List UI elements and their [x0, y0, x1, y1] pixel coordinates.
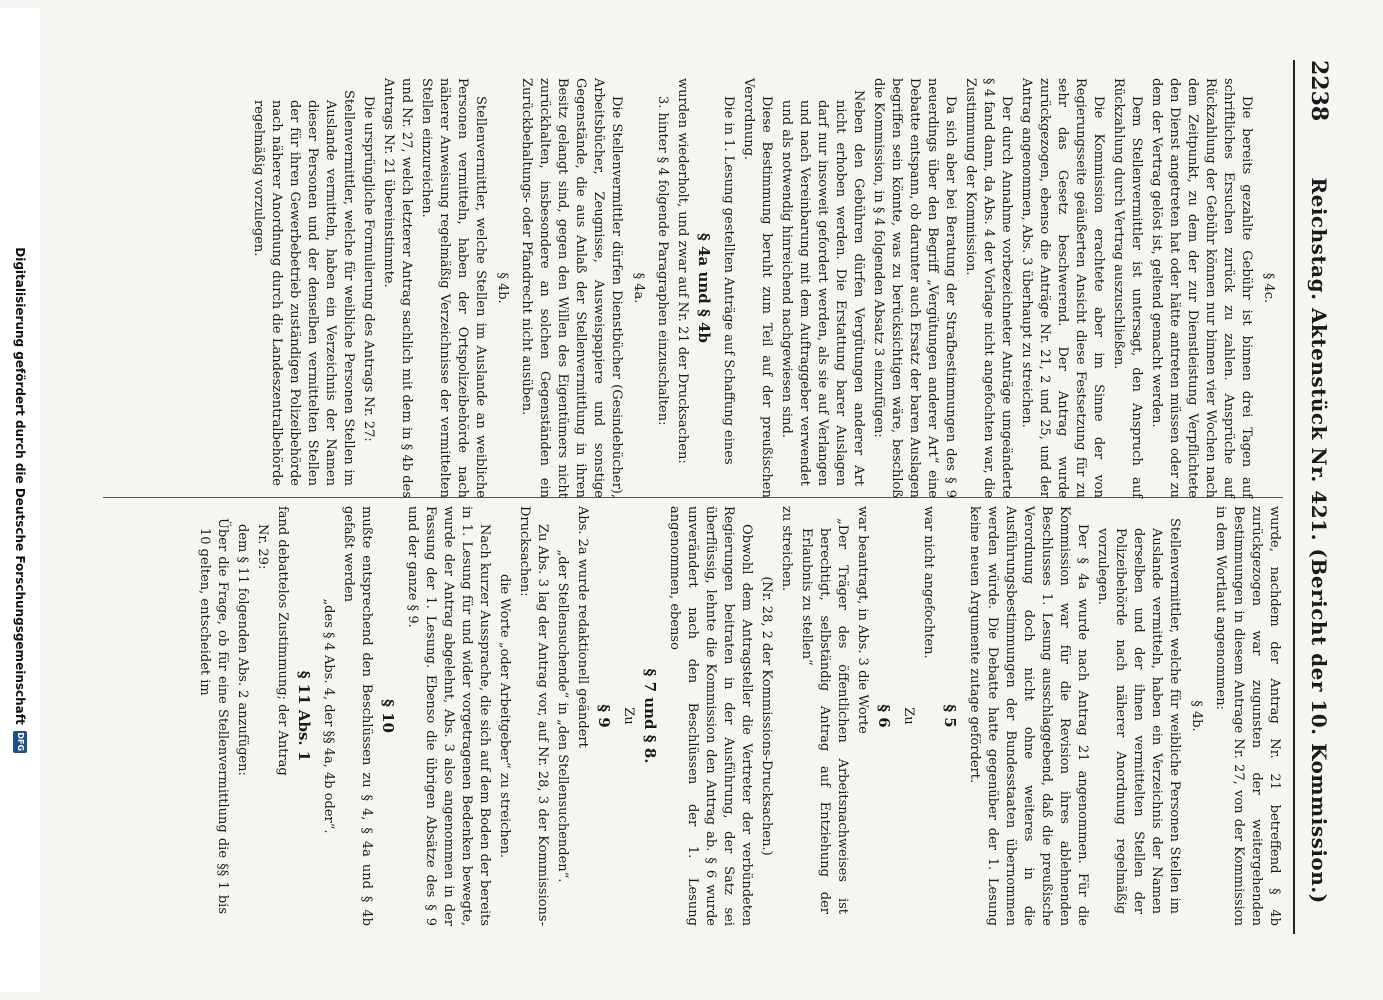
section-heading: § 4c.: [1261, 272, 1276, 304]
paragraph: Die bereits gezahlte Gebühr ist binnen drei Tagen auf schriftliches Ersuchen zurück zu zahlen. Ansprüche auf Rückzahlung der Gebühr können nur binnen vier Wochen nach dem Zeitpunkt, zu dem der zur Dienstleistung Verpflichtete den Dienst angetreten hat oder hätte antreten müssen oder zu dem der Vertrag gelöst ist, geltend gemacht werden.: [1149, 78, 1254, 498]
paragraph: Da sich aber bei Beratung der Strafbestimmungen des § 9 neuerdings über den Begriff „Vergütungen anderer Art“ eine Debatte entspann, ob darunter auch Ersatz der baren Auslagen begriffen sein könnte, was zu berücksichtigen wäre, beschloß die Kommission, in § 4 folgenden Absatz 3 einzufügen:: [871, 78, 958, 498]
section-heading: § 4a.: [631, 272, 646, 304]
section-heading: § 7 und § 8.: [641, 668, 659, 764]
quoted-provision: Über die Frage, ob für eine Stellenvermittlung die §§ 1 bis 10 gelten, entscheidet im: [197, 518, 230, 914]
paragraph: Stellenvermittler, welche Stellen im Auslande an weibliche Personen vermitteln, haben der Ortspolizeibehörde nach näherer Anweisung regelmäßig Verzeichnisse der vermittelten Stellen einzureichen.: [419, 78, 488, 498]
paragraph: Nr. 29:: [255, 524, 270, 570]
paragraph: Zu Abs. 3 lag der Antrag vor, auf Nr. 28, 3 der Kommissions-Drucksachen:: [517, 506, 550, 926]
paragraph: (Nr. 28, 2 der Kommissions-Drucksachen.): [759, 576, 774, 856]
paragraph: Die ursprüngliche Formulierung des Antrags Nr. 27:: [361, 96, 376, 442]
paragraph: Obwohl dem Antragsteller die Vertreter der verbündeten Regierungen beitraten in der Ausführung, der Satz sei überflüssig, lehnte die Kommission den Antrag ab. § 6 wurde unverändert nach den Beschlüssen der 1. Lesung angenommen, ebenso: [667, 506, 754, 926]
paragraph: Die Stellenvermittler dürfen Dienstbücher (Gesindebücher), Arbeitsbücher, Zeugnisse, Ausweispapiere und sonstige Gegenstände, die aus Anlaß der Stellenvermittlung in ihren Besitz gelangt sind, gegen den Willen des Eigentümers nicht zurückhalten, insbesondere an solchen Gegenständen ein Zurückbehaltungs- oder Pfandrecht nicht ausüben.: [519, 78, 624, 498]
dfg-logo-icon: DFG: [13, 731, 27, 753]
digitization-note: [0, 8, 40, 992]
paragraph: Die in 1. Lesung gestellten Anträge auf Schaffung eines: [721, 96, 736, 465]
section-heading: § 4a und § 4b: [695, 233, 713, 343]
paragraph: und Nr. 27, welch letzterer Antrag sachlich mit dem in § 4b des Antrags Nr. 21 übereinstimmte.: [381, 78, 414, 498]
left-column: [247, 78, 1283, 498]
paragraph: Zu: [901, 707, 916, 725]
page-number: 2238: [1306, 60, 1332, 122]
paragraph: Zu: [621, 707, 636, 725]
paragraph: Der § 4a wurde nach Antrag 21 angenommen. Für die Kommission war für die Revision ihres ablehnenden Beschlusses 1. Lesung ausschlaggebend, daß die preußische Verordnung doch nicht ohne weiteres in die Ausführungsbestimmungen der Bundesstaaten übernommen werden würde. Die Debatte hatte gegenüber der 1. Lesung keine neuen Argumente zutage gefördert.: [967, 506, 1090, 926]
section-heading: § 5: [941, 704, 959, 728]
header-rule: [1293, 60, 1295, 934]
section-heading: § 10: [379, 699, 397, 733]
paragraph: die Worte „oder Arbeitgeber“ zu streichen.: [497, 574, 512, 858]
paragraph: wurde, nachdem der Antrag Nr. 21 betreffend § 4b zurückgezogen war zugunsten der weitergehenden Bestimmungen in diesem Antrage Nr. 27, von der Kommission in dem Wortlaut angenommen:: [1213, 506, 1282, 926]
section-heading: § 9: [595, 704, 613, 728]
paragraph: 3. hinter § 4 folgende Paragraphen einzuschalten:: [655, 96, 670, 426]
running-title: Reichstag. Aktenstück Nr. 421. (Bericht der 10. Kommission.): [1307, 177, 1331, 904]
quoted-provision: „Der Träger des öffentlichen Arbeitsnachweises ist berechtigt, selbständig Antrag auf Entziehung der Erlaubnis zu stellen“: [799, 518, 850, 914]
paragraph: mußte entsprechend den Beschlüssen zu § 4, § 4a und § 4b gefaßt werden: [341, 506, 374, 926]
paragraph: dem § 11 folgenden Abs. 2 anzufügen:: [235, 524, 250, 776]
quoted-provision: Stellenvermittler, welche für weibliche Personen Stellen im Auslande vermitteln, haben ein Verzeichnis der Namen derselben und der ihnen vermittelten Stellen der Polizeibehörde nach näherer Anordnung regelmäßig vorzulegen.: [1095, 518, 1182, 914]
section-heading: § 4b.: [495, 272, 510, 304]
section-heading: § 11 Abs. 1: [295, 670, 313, 762]
right-column: [193, 506, 1283, 926]
page-header: [1299, 60, 1339, 934]
paragraph: war nicht angefochten.: [921, 506, 936, 659]
section-heading: § 4b.: [1189, 700, 1204, 732]
paragraph: „der Stellensuchende“ in „den Stellensuchenden“.: [555, 549, 570, 883]
quoted-provision: Neben den Gebühren dürfen Vergütungen anderer Art nicht erhoben werden. Die Erstattung barer Auslagen darf nur insoweit gefordert werden, als sie auf Verlangen und nach Vereinbarung mit dem Auftraggeber verwendet und als notwendig hinreichend nachgewiesen sind.: [779, 90, 866, 486]
paragraph: Nach kurzer Aussprache, die sich auf dem Boden der bereits in 1. Lesung für und wider vorgetragenen Bedenken bewegte, wurde der Antrag abgelehnt, Abs. 3 also angenommen in der Fassung der 1. Lesung. Ebenso die übrigen Absätze des § 9 und der ganze § 9.: [405, 506, 492, 926]
quoted-provision: Stellenvermittler, welche für weibliche Personen Stellen im Auslande vermitteln, haben ein Verzeichnis der Namen dieser Personen und der denselben vermittelten Stellen der für ihren Gewerbebetrieb zuständigen Polizeibehörde nach näherer Anordnung durch die Landeszentralbehörde regelmäßig vorzulegen.: [251, 90, 356, 486]
paragraph: fand debattelos Zustimmung; der Antrag: [275, 506, 290, 776]
paragraph: war beantragt, in Abs. 3 die Worte: [855, 506, 870, 734]
digitization-note-text: Digitalisierung gefördert durch die Deutsche Forschungsgemeinschaft: [13, 247, 27, 725]
paragraph: wurden wiederholt, und zwar auf Nr. 21 der Drucksachen:: [675, 78, 690, 464]
paragraph: Die Kommission erachtete aber im Sinne der von Regierungsseite geäußerten Ansicht diese Festsetzung für zu sehr das Gesetz beschwerend. Der Antrag wurde zurückgezogen, ebenso die Anträge Nr. 21, 2 und 25, und der Antrag angenommen, Abs. 3 überhaupt zu streichen.: [1019, 78, 1106, 498]
paragraph: „des § 4 Abs. 4, der §§ 4a, 4b oder“.: [321, 598, 336, 834]
section-heading: § 6: [875, 704, 893, 728]
paragraph: Diese Bestimmung beruht zum Teil auf der preußischen Verordnung.: [741, 78, 774, 498]
paragraph: Dem Stellenvermittler ist untersagt, den Anspruch auf Rückzahlung durch Vertrag auszuschließen.: [1111, 78, 1144, 498]
paragraph: Abs. 2a wurde redaktionell geändert: [575, 506, 590, 748]
paragraph: Der durch Annahme vorbezeichneter Anträge umgeänderte § 4 fand dann, da Abs. 4 der Vorlage nicht angefochten war, die Zustimmung der Kommission.: [963, 78, 1014, 498]
paragraph: zu streichen.: [779, 506, 794, 592]
